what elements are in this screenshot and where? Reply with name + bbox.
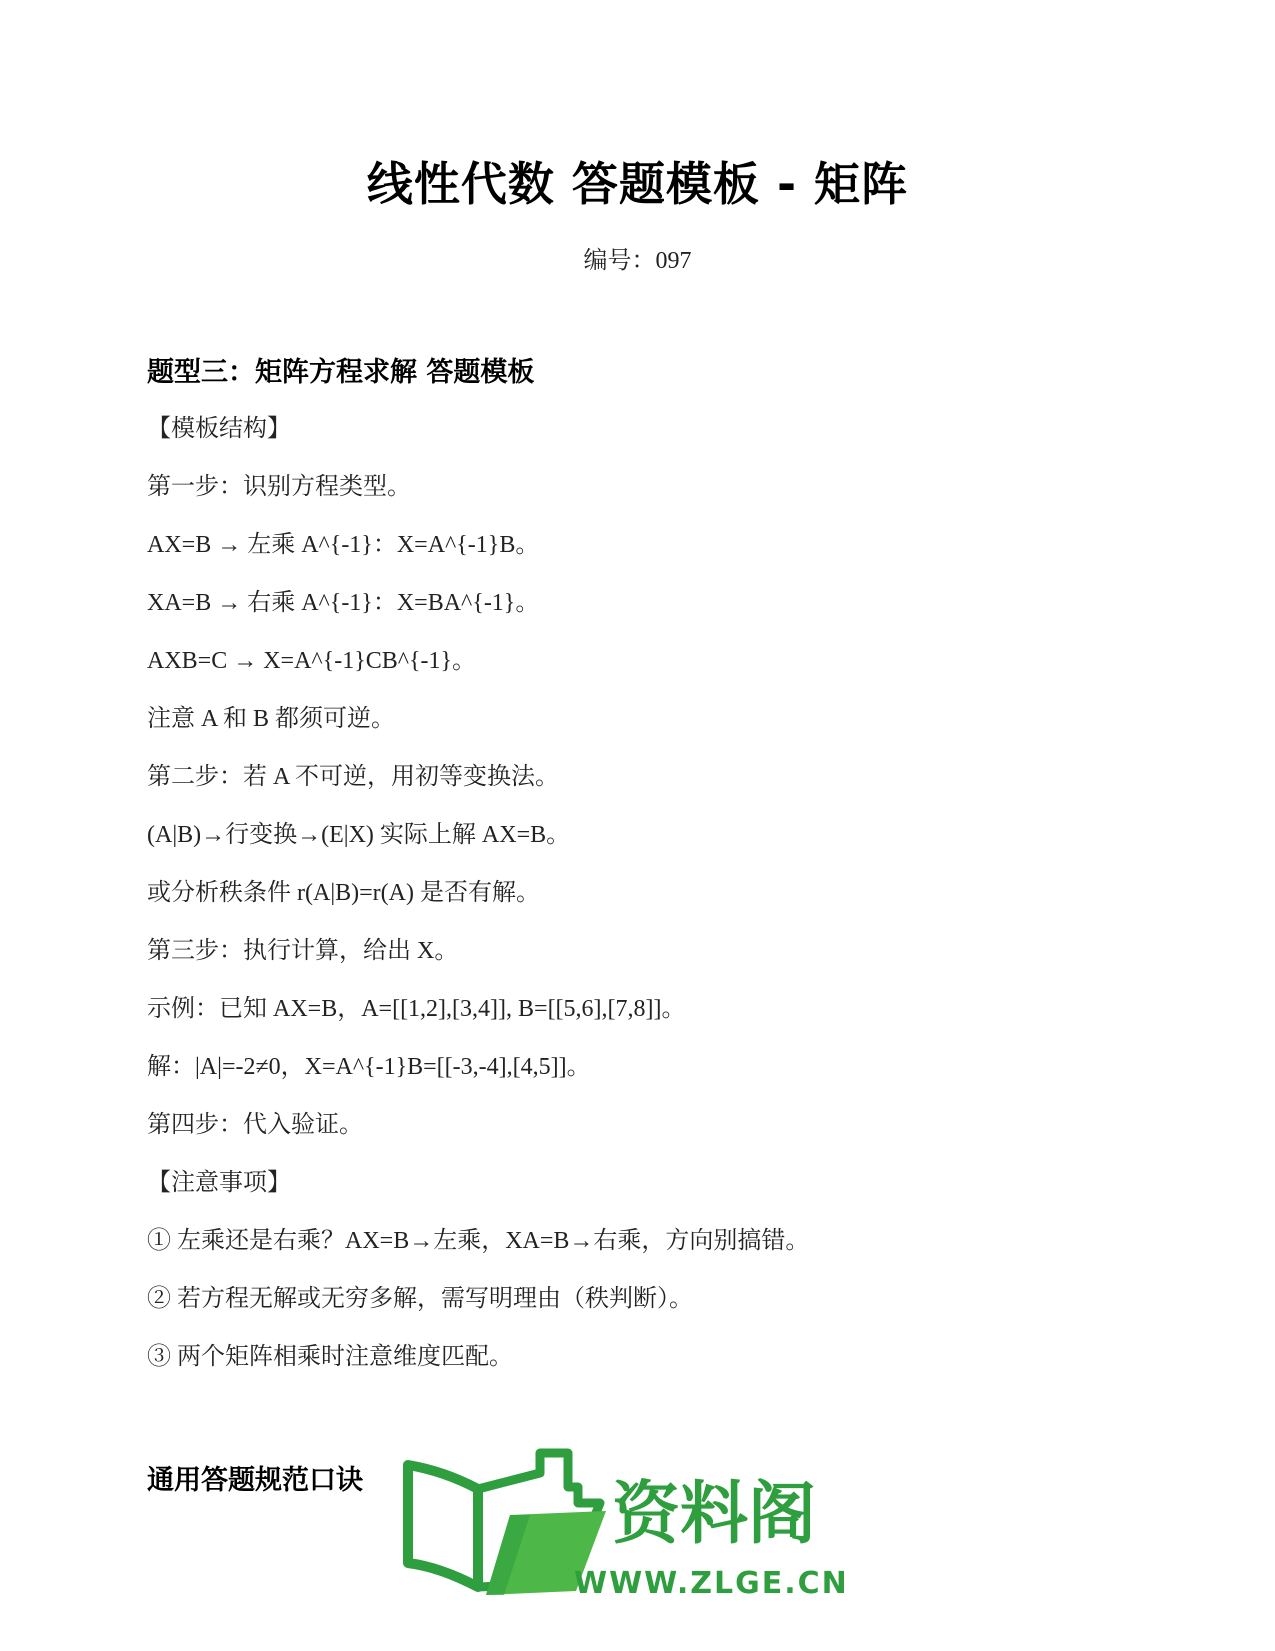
example-line: 示例：已知 AX=B，A=[[1,2],[3,4]], B=[[5,6],[7,8]]。 bbox=[147, 996, 686, 1022]
template-structure-label: 【模板结构】 bbox=[147, 416, 291, 442]
document-title: 线性代数 答题模板 - 矩阵 bbox=[366, 157, 909, 211]
solution-line: 解：|A|=-2≠0，X=A^{-1}B=[[-3,-4],[4,5]]。 bbox=[147, 1054, 591, 1080]
formula-line: (A|B)→行变换→(E|X) 实际上解 AX=B。 bbox=[147, 822, 571, 848]
notes-label: 【注意事项】 bbox=[147, 1170, 291, 1196]
step-line: 第三步：执行计算，给出 X。 bbox=[147, 938, 459, 964]
watermark-logo bbox=[400, 1445, 870, 1605]
note-item: ② 若方程无解或无穷多解，需写明理由（秩判断）。 bbox=[147, 1286, 693, 1312]
section-heading: 通用答题规范口诀 bbox=[147, 1465, 363, 1496]
step-line: 第二步：若 A 不可逆，用初等变换法。 bbox=[147, 764, 560, 790]
note-item: ③ 两个矩阵相乘时注意维度匹配。 bbox=[147, 1344, 513, 1370]
formula-line: AX=B → 左乘 A^{-1}：X=A^{-1}B。 bbox=[147, 532, 540, 558]
step-line: 第一步：识别方程类型。 bbox=[147, 474, 411, 500]
section-heading: 题型三：矩阵方程求解 答题模板 bbox=[147, 357, 535, 388]
formula-line: XA=B → 右乘 A^{-1}：X=BA^{-1}。 bbox=[147, 590, 540, 616]
note-line: 注意 A 和 B 都须可逆。 bbox=[147, 706, 396, 732]
note-item: ① 左乘还是右乘？AX=B→左乘，XA=B→右乘，方向别搞错。 bbox=[147, 1228, 810, 1254]
formula-line: AXB=C → X=A^{-1}CB^{-1}。 bbox=[147, 648, 477, 674]
document-number: 编号：097 bbox=[583, 248, 692, 274]
note-line: 或分析秩条件 r(A|B)=r(A) 是否有解。 bbox=[147, 880, 540, 906]
step-line: 第四步：代入验证。 bbox=[147, 1112, 363, 1138]
template-content bbox=[147, 410, 1147, 1396]
watermark-brand: 资料阁 bbox=[612, 1475, 817, 1554]
watermark-url: WWW.ZLGE.CN bbox=[574, 1566, 849, 1601]
